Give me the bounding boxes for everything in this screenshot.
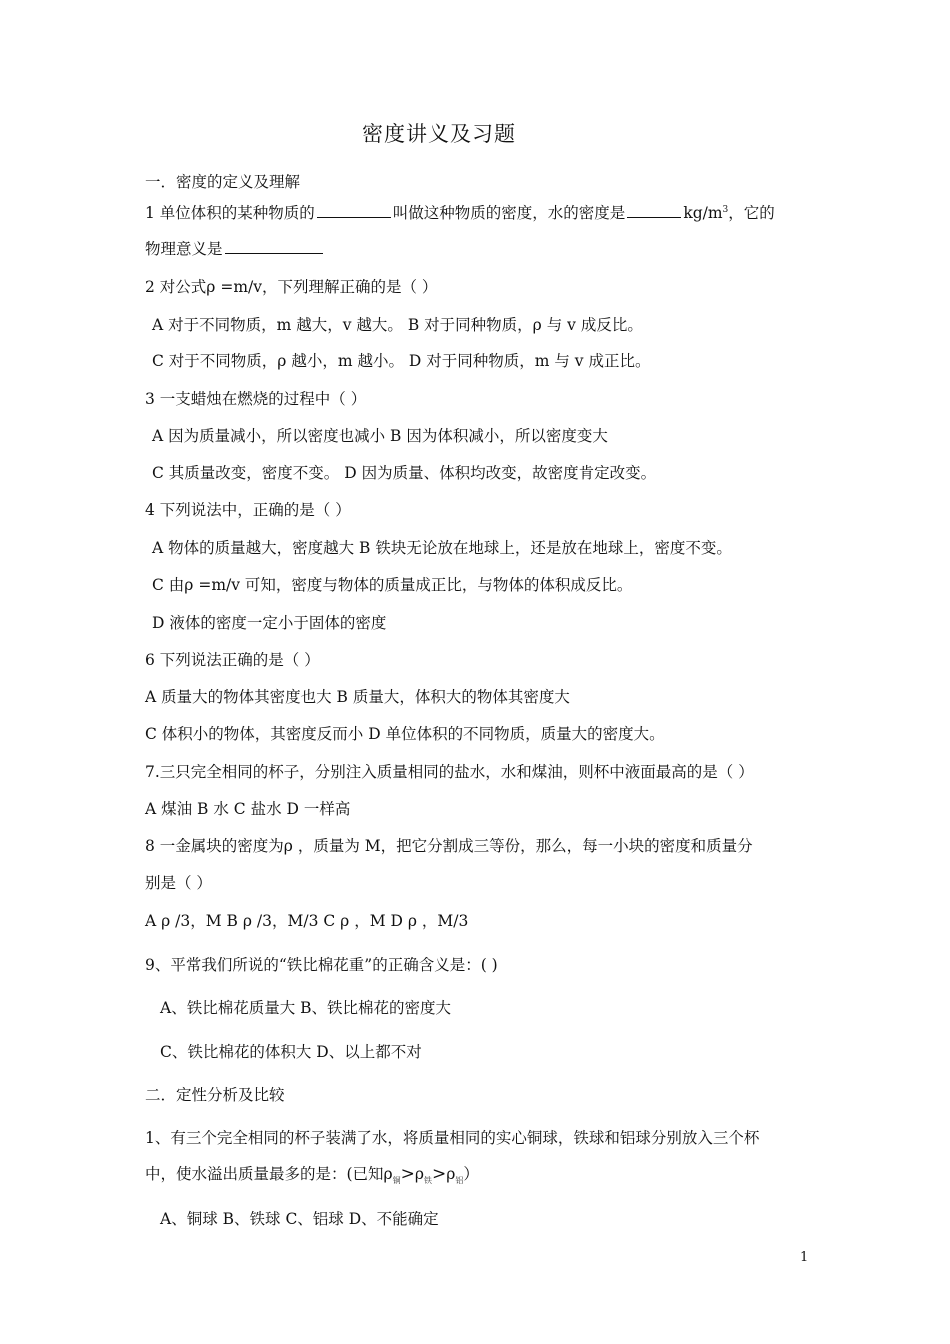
subscript-aluminum: 铝 <box>455 1176 464 1186</box>
question-4-option-d: D 液体的密度一定小于固体的密度 <box>152 614 387 632</box>
question-3-options-cd: C 其质量改变，密度不变。 D 因为质量、体积均改变，故密度肯定改变。 <box>152 464 657 482</box>
q1-unit: kg/m <box>683 204 723 222</box>
question-8-stem: 8 一金属块的密度为ρ ，质量为 M，把它分割成三等份，那么，每一小块的密度和质量分 <box>145 837 753 855</box>
fill-blank[interactable] <box>317 203 391 218</box>
section2-question-1-options: A、铜球 B、铁球 C、铝球 D、不能确定 <box>160 1210 439 1228</box>
section2-heading: 二．定性分析及比较 <box>145 1086 285 1104</box>
q1-text-a: 1 单位体积的某种物质的 <box>145 204 315 222</box>
question-2-options-cd: C 对于不同物质，ρ 越小，m 越小。 D 对于同种物质，m 与 v 成正比。 <box>152 352 651 370</box>
section2-question-1-stem-cont <box>145 1162 479 1186</box>
question-8-stem-cont: 别是（ ） <box>145 874 212 892</box>
greater-than: > <box>432 1164 447 1184</box>
rho-symbol: ρ <box>446 1165 456 1183</box>
greater-than: > <box>400 1164 415 1184</box>
question-3-options-ab: A 因为质量减小，所以密度也减小 B 因为体积减小，所以密度变大 <box>152 427 608 445</box>
question-9-options-ab: A、铁比棉花质量大 B、铁比棉花的密度大 <box>160 999 452 1017</box>
q1-text-c: ，它的 <box>728 204 775 222</box>
section2-question-1-stem: 1、有三个完全相同的杯子装满了水，将质量相同的实心铜球，铁球和铝球分别放入三个杯 <box>145 1129 760 1147</box>
question-7-options: A 煤油 B 水 C 盐水 D 一样高 <box>145 800 351 818</box>
question-4-option-c: C 由ρ =m/v 可知，密度与物体的质量成正比，与物体的体积成反比。 <box>152 576 633 594</box>
q1-unit-sup: 3 <box>722 204 729 215</box>
question-4-stem: 4 下列说法中，正确的是（ ） <box>145 501 351 519</box>
question-6-options-ab: A 质量大的物体其密度也大 B 质量大，体积大的物体其密度大 <box>145 688 570 706</box>
question-9-options-cd: C、铁比棉花的体积大 D、以上都不对 <box>160 1043 422 1061</box>
section1-heading: 一．密度的定义及理解 <box>145 173 301 191</box>
question-6-stem: 6 下列说法正确的是（ ） <box>145 651 320 669</box>
rho-symbol: ρ <box>414 1165 425 1183</box>
question-4-options-ab: A 物体的质量越大，密度越大 B 铁块无论放在地球上，还是放在地球上，密度不变。 <box>152 539 732 557</box>
closing-paren: ） <box>463 1165 479 1183</box>
question-1-line1 <box>145 201 775 223</box>
q1-text-b: 叫做这种物质的密度，水的密度是 <box>392 204 626 222</box>
subscript-copper: 铜 <box>392 1176 401 1186</box>
question-6-options-cd: C 体积小的物体，其密度反而小 D 单位体积的不同物质，质量大的密度大。 <box>145 725 665 743</box>
question-3-stem: 3 一支蜡烛在燃烧的过程中（ ） <box>145 390 367 408</box>
question-7-stem: 7.三只完全相同的杯子，分别注入质量相同的盐水，水和煤油，则杯中液面最高的是（ ） <box>145 763 754 781</box>
q1-text-d: 物理意义是 <box>145 240 223 258</box>
subscript-iron: 铁 <box>424 1176 433 1186</box>
fill-blank[interactable] <box>225 239 323 254</box>
question-8-options: A ρ /3，M B ρ /3，M/3 C ρ ，M D ρ ，M/3 <box>145 912 469 930</box>
question-2-options-ab: A 对于不同物质，m 越大，v 越大。 B 对于同种物质，ρ 与 v 成反比。 <box>152 316 643 334</box>
page-number: 1 <box>800 1250 809 1265</box>
question-9-stem: 9、平常我们所说的“铁比棉花重”的正确含义是：( ) <box>145 956 498 974</box>
document-title: 密度讲义及习题 <box>362 122 516 146</box>
question-1-line2 <box>145 237 325 259</box>
s2q1-text: 中，使水溢出质量最多的是：(已知ρ <box>145 1165 393 1183</box>
fill-blank[interactable] <box>627 203 681 218</box>
question-2-stem: 2 对公式ρ =m/v，下列理解正确的是（ ） <box>145 278 438 296</box>
